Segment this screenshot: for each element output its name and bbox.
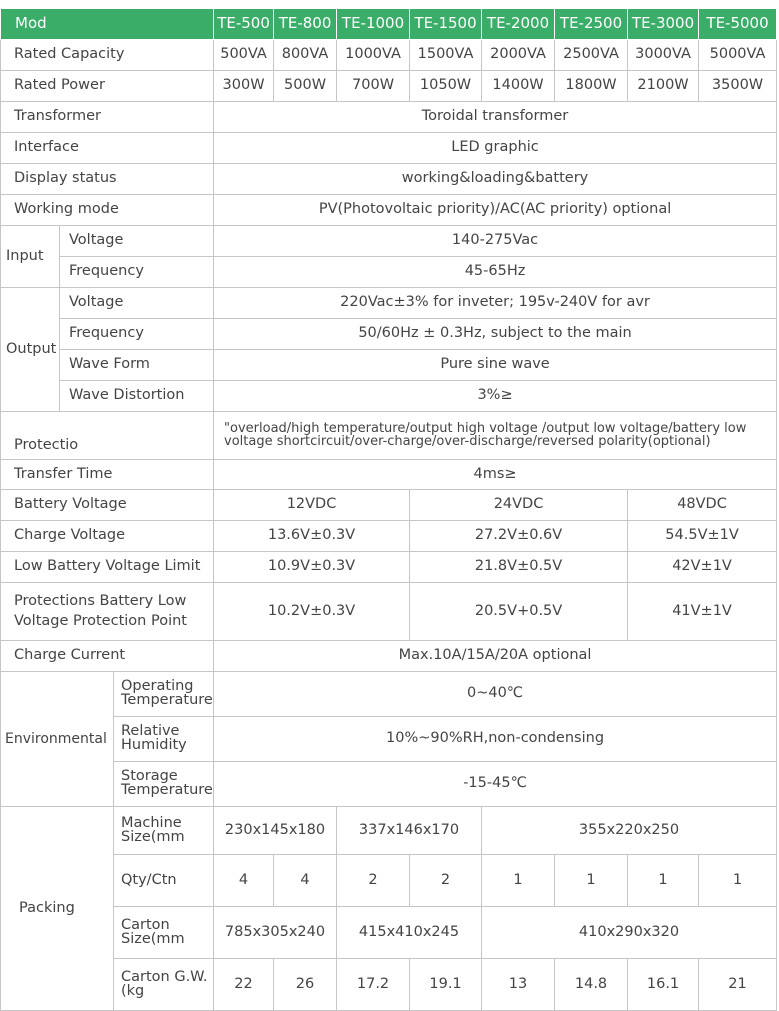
display-status-row <box>1 164 777 195</box>
spec-value: 355x220x250 <box>482 807 777 855</box>
header-row <box>1 9 777 40</box>
row-label: Working mode <box>1 195 214 226</box>
row-label: Interface <box>1 133 214 164</box>
charge-voltage-row <box>1 521 777 552</box>
spec-value: PV(Photovoltaic priority)/AC(AC priority) optional <box>214 195 777 226</box>
charge-current-row <box>1 641 777 672</box>
spec-value: 14.8 <box>555 959 628 1011</box>
spec-value: 2000VA <box>482 40 555 71</box>
spec-value: Pure sine wave <box>214 350 777 381</box>
output-voltage-row <box>1 288 777 319</box>
spec-value: 45-65Hz <box>214 257 777 288</box>
row-label: Charge Current <box>1 641 214 672</box>
operating-temp-row <box>1 672 777 717</box>
spec-value: 10.9V±0.3V <box>214 552 410 583</box>
model-name: TE-2500 <box>555 9 628 40</box>
output-waveform-row <box>1 350 777 381</box>
input-voltage-row <box>1 226 777 257</box>
row-label: Low Battery Voltage Limit <box>1 552 214 583</box>
spec-value: 20.5V+0.5V <box>410 583 628 641</box>
spec-value: 12VDC <box>214 490 410 521</box>
model-name: TE-5000 <box>699 9 777 40</box>
row-label: Rated Capacity <box>1 40 214 71</box>
spec-value: 337x146x170 <box>337 807 482 855</box>
spec-value: 4ms≥ <box>214 460 777 490</box>
input-frequency-row <box>1 257 777 288</box>
spec-value: 3500W <box>699 71 777 102</box>
spec-value: 27.2V±0.6V <box>410 521 628 552</box>
rated-capacity-row <box>1 40 777 71</box>
protection-row <box>1 412 777 460</box>
spec-value: "overload/high temperature/output high voltage /output low voltage/battery low voltage shortcircuit/over-charge/over-discharge/reversed polarity(optional) <box>214 412 777 460</box>
spec-value: 785x305x240 <box>214 907 337 959</box>
model-name: TE-500 <box>214 9 274 40</box>
group-label-output: Output <box>1 288 60 412</box>
row-label: Storage Temperature <box>114 762 214 807</box>
spec-value: 220Vac±3% for inveter; 195v-240V for avr <box>214 288 777 319</box>
spec-value: 415x410x245 <box>337 907 482 959</box>
spec-value: 22 <box>214 959 274 1011</box>
row-label: Qty/Ctn <box>114 855 214 907</box>
spec-value: 0~40℃ <box>214 672 777 717</box>
working-mode-row <box>1 195 777 226</box>
row-label: Operating Temperature <box>114 672 214 717</box>
model-name: TE-3000 <box>628 9 699 40</box>
spec-value: 54.5V±1V <box>628 521 777 552</box>
spec-value: -15-45℃ <box>214 762 777 807</box>
rated-power-row <box>1 71 777 102</box>
spec-value: Max.10A/15A/20A optional <box>214 641 777 672</box>
spec-value: 21.8V±0.5V <box>410 552 628 583</box>
spec-value: 50/60Hz ± 0.3Hz, subject to the main <box>214 319 777 350</box>
spec-table <box>0 8 777 1011</box>
spec-value: 10.2V±0.3V <box>214 583 410 641</box>
spec-value: 21 <box>699 959 777 1011</box>
spec-value: 1500VA <box>410 40 482 71</box>
row-label: Protections Battery Low Voltage Protection Point <box>1 583 214 641</box>
row-label: Display status <box>1 164 214 195</box>
spec-value: 800VA <box>274 40 337 71</box>
spec-value: 41V±1V <box>628 583 777 641</box>
row-label: Voltage <box>60 226 214 257</box>
spec-value: 1 <box>555 855 628 907</box>
spec-value: 1 <box>482 855 555 907</box>
qty-ctn-row <box>1 855 777 907</box>
row-label: Charge Voltage <box>1 521 214 552</box>
group-label-packing: Packing <box>1 807 114 1011</box>
spec-value: 300W <box>214 71 274 102</box>
output-frequency-row <box>1 319 777 350</box>
row-label: Transfer Time <box>1 460 214 490</box>
spec-value: 140-275Vac <box>214 226 777 257</box>
spec-value: 42V±1V <box>628 552 777 583</box>
group-label-input: Input <box>1 226 60 288</box>
humidity-row <box>1 717 777 762</box>
spec-value: 26 <box>274 959 337 1011</box>
spec-value: 1 <box>699 855 777 907</box>
carton-size-row <box>1 907 777 959</box>
row-label: Wave Form <box>60 350 214 381</box>
row-label: Frequency <box>60 319 214 350</box>
row-label: Rated Power <box>1 71 214 102</box>
spec-value: 3000VA <box>628 40 699 71</box>
spec-value: 10%~90%RH,non-condensing <box>214 717 777 762</box>
spec-value: LED graphic <box>214 133 777 164</box>
machine-size-row <box>1 807 777 855</box>
transfer-time-row <box>1 460 777 490</box>
spec-value: 13.6V±0.3V <box>214 521 410 552</box>
spec-value: 500VA <box>214 40 274 71</box>
spec-value: 1 <box>628 855 699 907</box>
output-distortion-row <box>1 381 777 412</box>
spec-value: 17.2 <box>337 959 410 1011</box>
row-label: Voltage <box>60 288 214 319</box>
row-label: Machine Size(mm <box>114 807 214 855</box>
spec-value: 16.1 <box>628 959 699 1011</box>
spec-value: 2 <box>337 855 410 907</box>
spec-value: 4 <box>274 855 337 907</box>
spec-value: 1050W <box>410 71 482 102</box>
battery-voltage-row <box>1 490 777 521</box>
spec-value: 5000VA <box>699 40 777 71</box>
spec-value: 1800W <box>555 71 628 102</box>
row-label: Relative Humidity <box>114 717 214 762</box>
row-label: Wave Distortion <box>60 381 214 412</box>
spec-value: 700W <box>337 71 410 102</box>
spec-value: Toroidal transformer <box>214 102 777 133</box>
model-name: TE-1500 <box>410 9 482 40</box>
spec-value: 410x290x320 <box>482 907 777 959</box>
spec-value: 13 <box>482 959 555 1011</box>
carton-gw-row <box>1 959 777 1011</box>
model-header-label: Mod <box>1 9 214 40</box>
spec-value: 500W <box>274 71 337 102</box>
spec-value: 2 <box>410 855 482 907</box>
interface-row <box>1 133 777 164</box>
spec-value: 19.1 <box>410 959 482 1011</box>
model-name: TE-800 <box>274 9 337 40</box>
spec-value: 2500VA <box>555 40 628 71</box>
spec-value: 4 <box>214 855 274 907</box>
group-label-environmental: Environmental <box>1 672 114 807</box>
spec-value: 24VDC <box>410 490 628 521</box>
transformer-row <box>1 102 777 133</box>
model-name: TE-2000 <box>482 9 555 40</box>
spec-value: 2100W <box>628 71 699 102</box>
model-name: TE-1000 <box>337 9 410 40</box>
spec-value: working&loading&battery <box>214 164 777 195</box>
spec-value: 48VDC <box>628 490 777 521</box>
spec-value: 230x145x180 <box>214 807 337 855</box>
row-label: Transformer <box>1 102 214 133</box>
spec-value: 1400W <box>482 71 555 102</box>
low-voltage-protection-row <box>1 583 777 641</box>
row-label: Frequency <box>60 257 214 288</box>
spec-value: 3%≥ <box>214 381 777 412</box>
storage-temp-row <box>1 762 777 807</box>
row-label: Carton G.W.(kg <box>114 959 214 1011</box>
spec-value: 1000VA <box>337 40 410 71</box>
row-label: Battery Voltage <box>1 490 214 521</box>
low-battery-limit-row <box>1 552 777 583</box>
row-label: Carton Size(mm <box>114 907 214 959</box>
row-label: Protectio <box>1 412 214 460</box>
